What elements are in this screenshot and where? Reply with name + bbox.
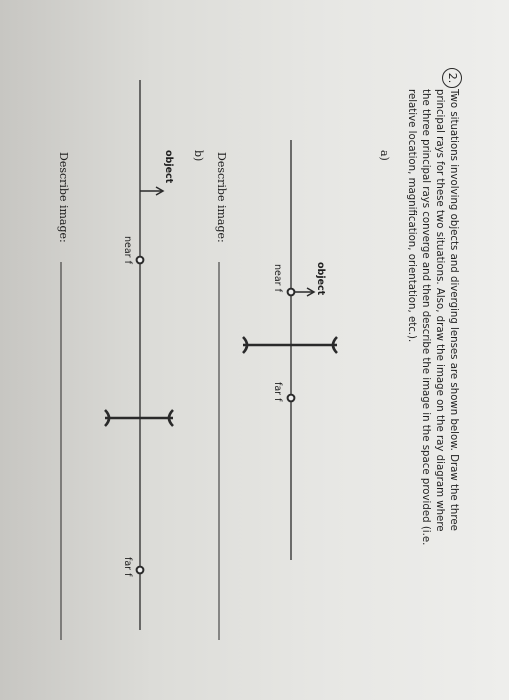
object-label-a: object [315,262,326,296]
object-label-b: object [163,150,174,184]
diverging-lens-a [243,337,337,353]
far-focal-point-b [137,567,144,574]
part-a-label: a) [378,150,391,161]
diverging-lens-b [105,410,173,426]
far-f-label-a: far f [272,382,283,402]
problem-line-3: the three principal rays converge and then describe the image in the space provided (i.e. [420,89,431,546]
far-f-label-b: far f [122,557,133,577]
near-focal-point-a [288,289,295,296]
near-focal-point-b [137,257,144,264]
describe-image-label-b: Describe image: [57,152,70,243]
far-focal-point-a [288,395,295,402]
object-arrow-b [140,187,163,195]
problem-line-2: principal rays for these two situations. Also, draw the image on the ray diagram where [434,89,445,532]
near-f-label-b: near f [122,236,133,264]
near-f-label-a: near f [272,264,283,292]
problem-number: 2. [442,68,462,88]
part-b-label: b) [192,150,205,162]
problem-line-1: Two situations involving objects and diverging lenses are shown below. Draw the three [448,89,459,531]
describe-image-label-a: Describe image: [215,152,228,243]
problem-line-4: relative location, magnification, orientation, etc.). [406,89,417,343]
